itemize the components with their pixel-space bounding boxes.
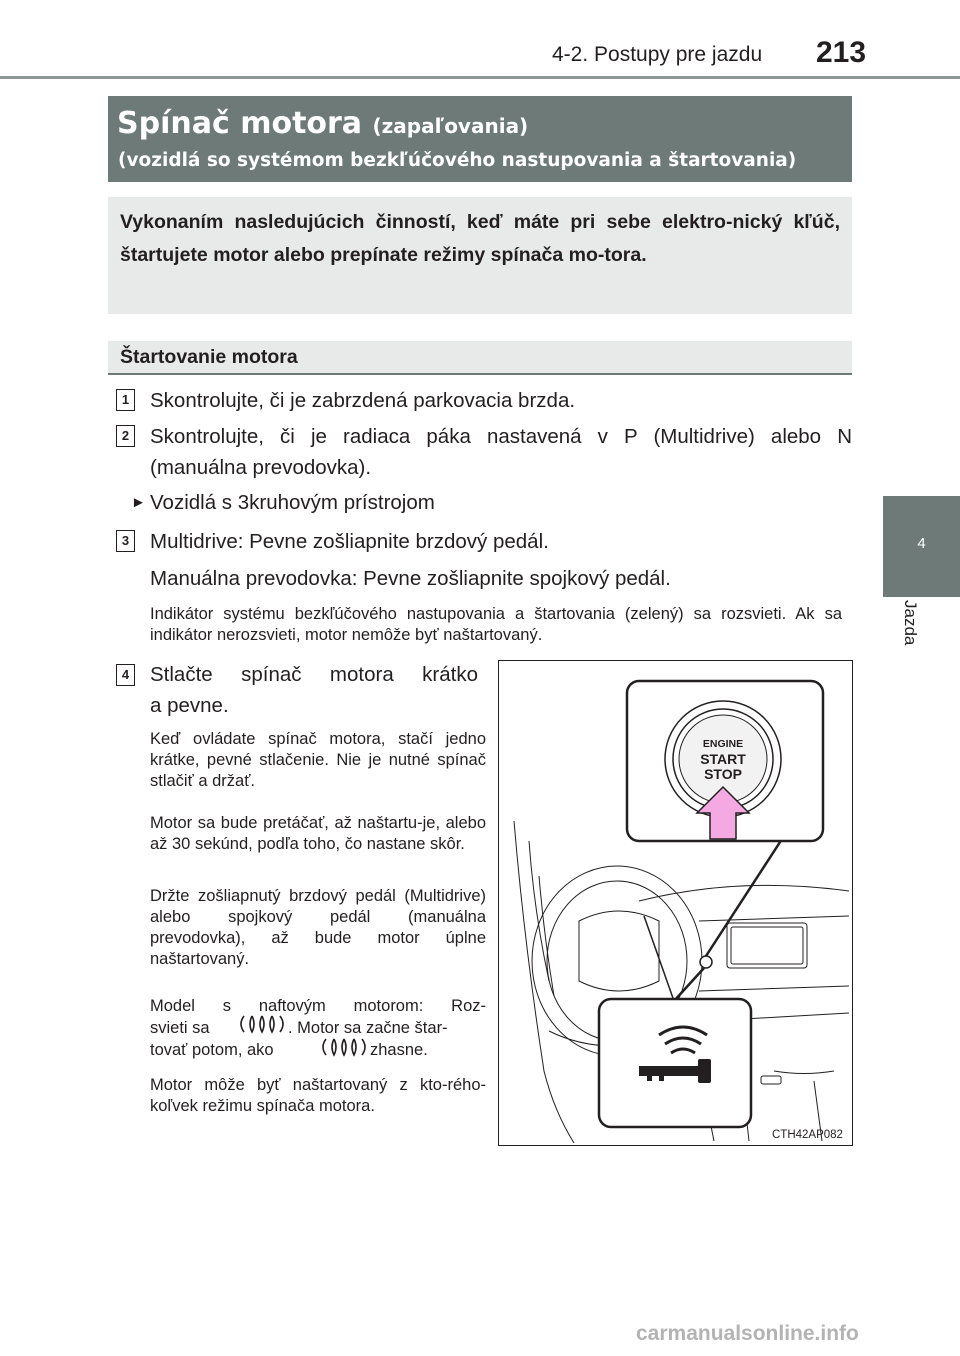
step-4-note-3: Držte zošliapnutý brzdový pedál (Multidrive) alebo spojkový pedál (manuálna prevodovka), až bude motor úplne naštartovaný. (150, 887, 486, 968)
button-label-stop: STOP (704, 766, 742, 782)
glow-plug-indicator-icon (236, 1012, 286, 1038)
step-4-text-line2: a pevne. (150, 694, 229, 717)
step-3-text-line2: Manuálna prevodovka: Pevne zošliapnite spojkový pedál. (150, 567, 671, 590)
step-4-note-1: Keď ovládate spínač motora, stačí jedno krátke, pevné stlačenie. Nie je nutné spínač stlačiť a držať. (150, 730, 486, 790)
step-4-text-line1: Stlačte spínač motora krátko (150, 663, 478, 686)
chapter-tab-label-text: Jazda (901, 600, 920, 646)
button-label-engine: ENGINE (702, 738, 744, 750)
step-4-note-4-line1: Model s naftovým motorom: Roz- (150, 997, 486, 1015)
dashboard-illustration (499, 661, 852, 1145)
step-number-2: 2 (116, 425, 135, 447)
step-3-note: Indikátor systému bezkľúčového nastupovania a štartovania (zelený) sa rozsvieti. Ak sa indikátor nerozsvieti, motor nemôže byť naštartovaný. (150, 605, 842, 644)
step-1-text: Skontrolujte, či je zabrzdená parkovacia brzda. (150, 389, 576, 412)
subsection-heading: Štartovanie motora (120, 346, 298, 368)
page-title (117, 106, 528, 141)
illustration-engine-switch (498, 660, 853, 1146)
header-rule (0, 76, 960, 79)
triangle-bullet-icon: ► (131, 494, 146, 511)
step-2-text-line1: Skontrolujte, či je radiaca páka nastavená v P (Multidrive) alebo N (150, 425, 852, 448)
subsection-rule (108, 373, 852, 375)
running-header-section: 4-2. Postupy pre jazdu (552, 43, 763, 66)
step-4-note-5: Motor môže byť naštartovaný z kto-réhokoľvek režimu spínača motora. (150, 1076, 486, 1115)
intro-text: Vykonaním nasledujúcich činností, keď máte pri sebe elektro-nický kľúč, štartujete motor alebo prepínate režimy spínača mo-tora. (120, 211, 840, 266)
step-4-note-4-line2a: svieti sa (150, 1019, 210, 1037)
step-4-note-4-line2b: . Motor sa začne štar- (288, 1019, 448, 1037)
chapter-tab-number: 4 (917, 535, 926, 552)
step-4-note-4-line3b: zhasne. (370, 1041, 428, 1059)
button-label-start: START (700, 751, 746, 767)
step-4-note-4-line3a: tovať potom, ako (150, 1041, 274, 1059)
figure-code: CTH42AP082 (772, 1129, 843, 1141)
chapter-tab-label (896, 600, 936, 680)
vehicle-variant-bullet: Vozidlá s 3kruhovým prístrojom (150, 491, 435, 514)
step-number-4: 4 (116, 664, 135, 686)
page-title-main: Spínač motora (117, 106, 363, 141)
step-4-note-2: Motor sa bude pretáčať, až naštartu-je, alebo až 30 sekúnd, podľa toho, čo nastane skôr. (150, 814, 486, 853)
step-3-text-line1: Multidrive: Pevne zošliapnite brzdový pedál. (150, 530, 549, 553)
watermark: carmanualsonline.info (636, 1322, 859, 1345)
step-number-1: 1 (116, 389, 135, 411)
glow-plug-indicator-icon-2 (318, 1035, 368, 1061)
page-number: 213 (816, 36, 867, 69)
step-2-text-line2: (manuálna prevodovka). (150, 456, 372, 479)
page-subtitle: (vozidlá so systémom bezkľúčového nastupovania a štartovania) (118, 150, 797, 171)
page-title-suffix: (zapaľovania) (372, 114, 529, 138)
step-number-3: 3 (116, 530, 135, 552)
